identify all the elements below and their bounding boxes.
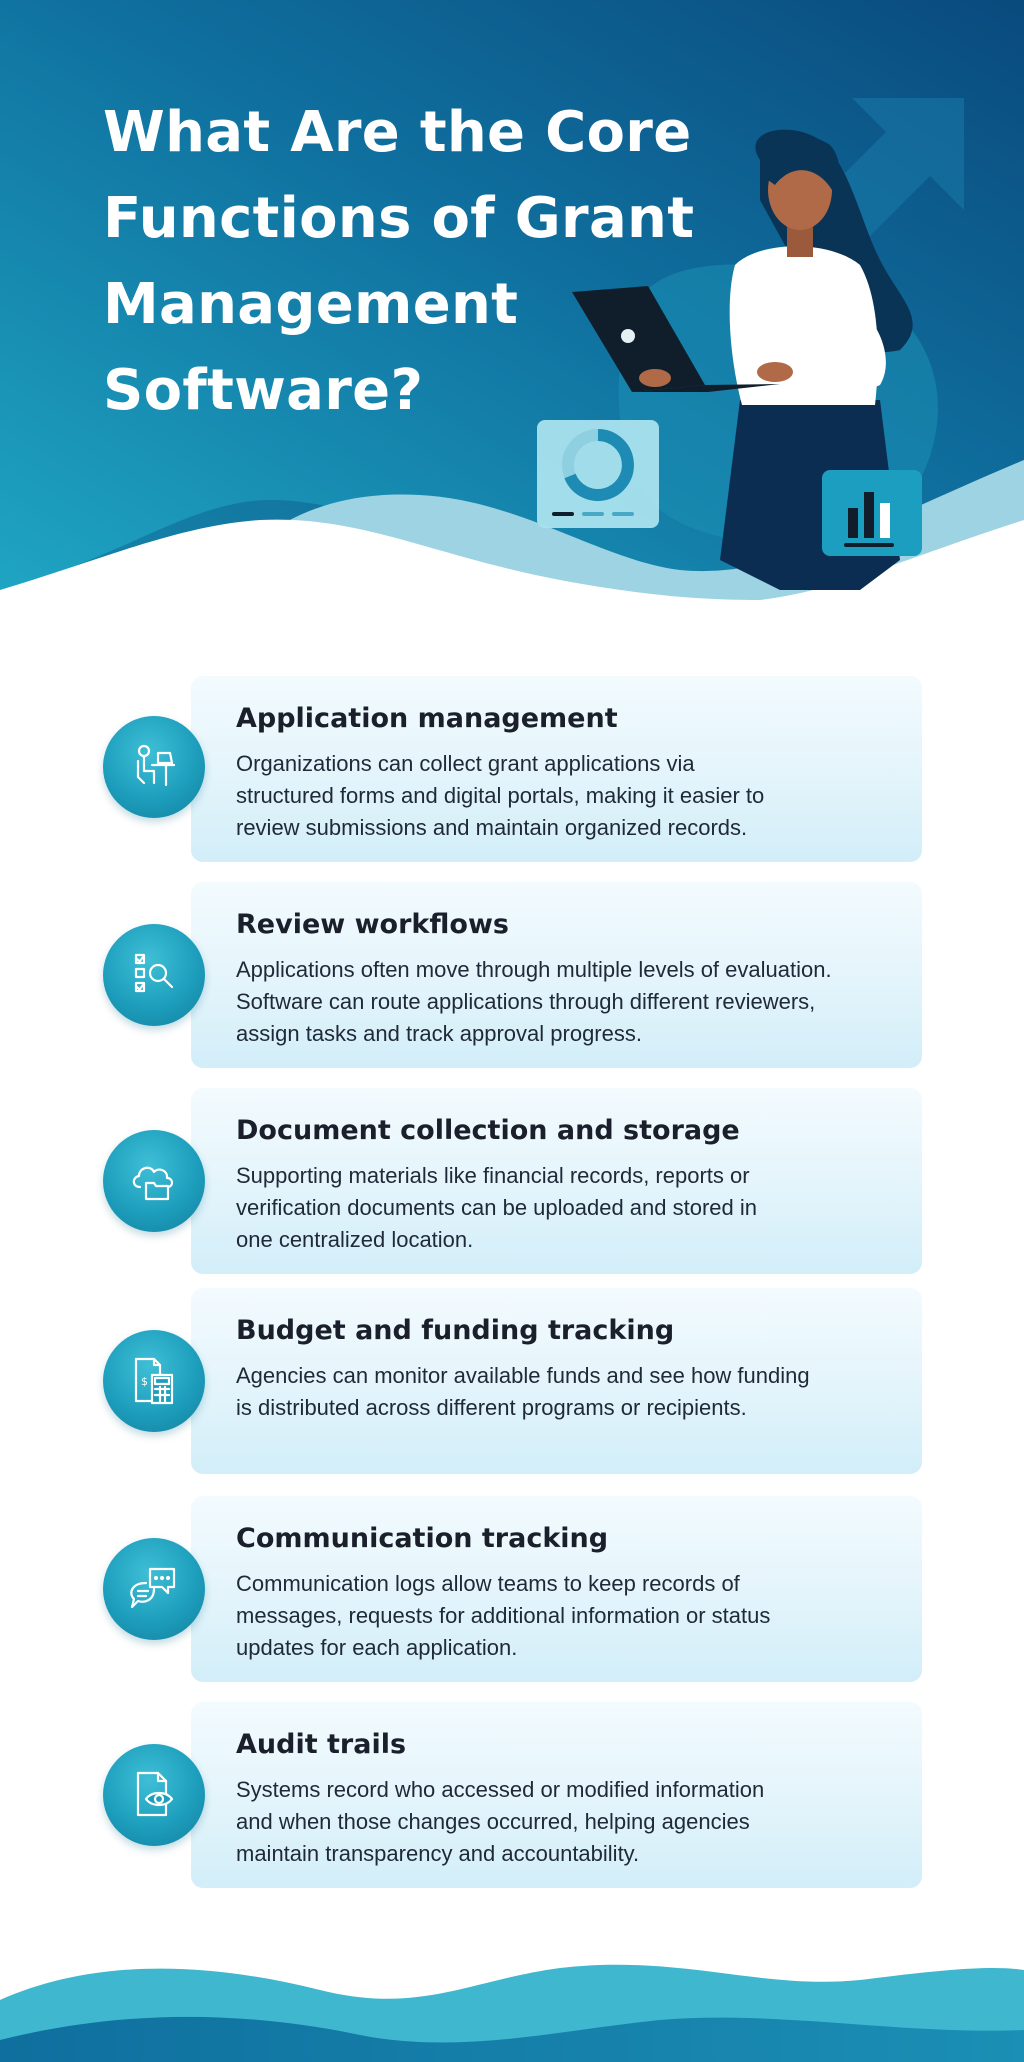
feature-review-workflows bbox=[0, 882, 1024, 1068]
feature-description bbox=[236, 1160, 896, 1256]
description-line: Systems record who accessed or modified information bbox=[236, 1777, 765, 1802]
description-line: review submissions and maintain organized records. bbox=[236, 815, 748, 840]
feature-document-collection bbox=[0, 1088, 1024, 1274]
title-line: Software? bbox=[103, 358, 424, 423]
donut-chart-card-icon bbox=[537, 420, 659, 528]
description-line: assign tasks and track approval progress. bbox=[236, 1021, 642, 1046]
title-line: Functions of Grant bbox=[103, 186, 695, 251]
feature-title: Review workflows bbox=[236, 909, 509, 940]
feature-description bbox=[236, 1774, 896, 1870]
cloud-folder-icon bbox=[103, 1130, 205, 1232]
feature-budget-tracking bbox=[0, 1288, 1024, 1474]
woman-with-laptop-illustration bbox=[520, 80, 1000, 600]
description-line: one centralized location. bbox=[236, 1227, 474, 1252]
description-line: messages, requests for additional information or status bbox=[236, 1603, 771, 1628]
budget-calculator-icon bbox=[103, 1330, 205, 1432]
feature-description bbox=[236, 954, 896, 1050]
description-line: is distributed across different programs or recipients. bbox=[236, 1395, 747, 1420]
document-eye-icon bbox=[103, 1744, 205, 1846]
bar-chart-card-icon bbox=[822, 470, 922, 556]
footer-waves bbox=[0, 1940, 1024, 2062]
description-line: structured forms and digital portals, making it easier to bbox=[236, 783, 765, 808]
title-line: Management bbox=[103, 272, 519, 337]
feature-communication-tracking bbox=[0, 1496, 1024, 1682]
description-line: Agencies can monitor available funds and see how funding bbox=[236, 1363, 810, 1388]
chat-bubbles-icon bbox=[103, 1538, 205, 1640]
feature-description bbox=[236, 1568, 896, 1664]
description-line: maintain transparency and accountability. bbox=[236, 1841, 640, 1866]
feature-application-management bbox=[0, 676, 1024, 862]
svg-text:$: $ bbox=[141, 1375, 148, 1388]
feature-title: Document collection and storage bbox=[236, 1115, 740, 1146]
checklist-magnifier-icon bbox=[103, 924, 205, 1026]
description-line: Communication logs allow teams to keep records of bbox=[236, 1571, 740, 1596]
feature-title: Communication tracking bbox=[236, 1523, 609, 1554]
description-line: and when those changes occurred, helping agencies bbox=[236, 1809, 750, 1834]
description-line: Organizations can collect grant applications via bbox=[236, 751, 695, 776]
description-line: updates for each application. bbox=[236, 1635, 518, 1660]
description-line: Applications often move through multiple levels of evaluation. bbox=[236, 957, 832, 982]
description-line: verification documents can be uploaded and stored in bbox=[236, 1195, 758, 1220]
feature-title: Audit trails bbox=[236, 1729, 407, 1760]
feature-description bbox=[236, 748, 896, 844]
description-line: Software can route applications through different reviewers, bbox=[236, 989, 816, 1014]
title-line: What Are the Core bbox=[103, 100, 692, 165]
feature-title: Budget and funding tracking bbox=[236, 1315, 675, 1346]
feature-title: Application management bbox=[236, 703, 618, 734]
feature-audit-trails bbox=[0, 1702, 1024, 1888]
feature-description bbox=[236, 1360, 896, 1424]
description-line: Supporting materials like financial records, reports or bbox=[236, 1163, 750, 1188]
hero-banner bbox=[0, 0, 1024, 600]
person-at-desk-icon bbox=[103, 716, 205, 818]
